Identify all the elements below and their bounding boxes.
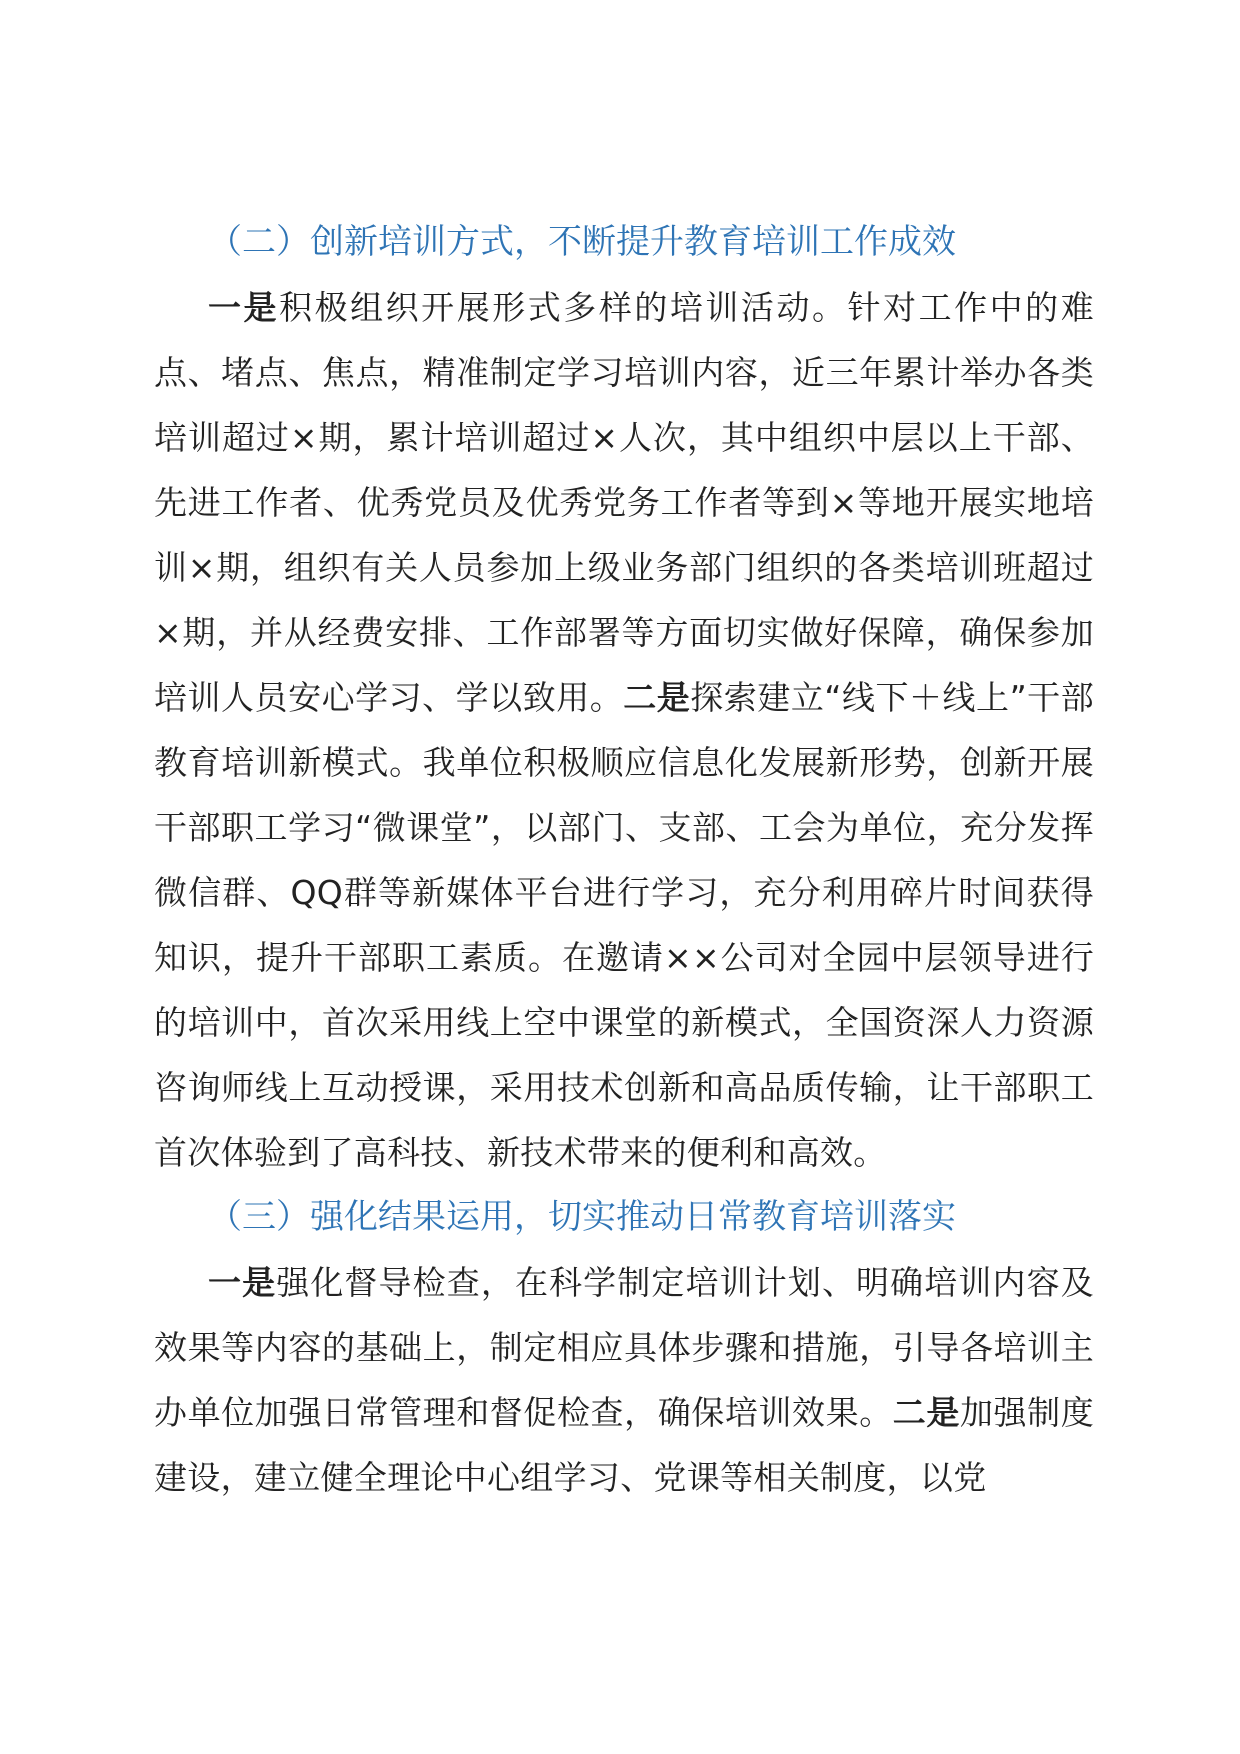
paragraph-text: 积极组织开展形式多样的培训活动。针对工作中的难点、堵点、焦点，精准制定学习培训内容，近三年累计举办各类培训超过×期，累计培训超过×人次，其中组织中层以上干部、先进工作者、优秀党员及优秀党务工作者等到×等地开展实地培训×期，组织有关人员参加上级业务部门组织的各类培训班超过×期，并从经费安排、工作部署等方面切实做好保障，确保参加培训人员安心学习、学以致用。 — [154, 288, 1094, 717]
section-paragraph-3 — [154, 1250, 1094, 1510]
document-body — [154, 210, 1094, 1510]
paragraph-text: 强化督导检查，在科学制定培训计划、明确培训内容及效果等内容的基础上，制定相应具体步骤和措施，引导各培训主办单位加强日常管理和督促检查，确保培训效果。 — [154, 1263, 1094, 1432]
section-paragraph-2 — [154, 275, 1094, 1185]
lead-marker: 二是 — [623, 678, 691, 717]
lead-marker: 一是 — [208, 288, 280, 327]
lead-marker: 二是 — [892, 1393, 960, 1432]
lead-marker: 一是 — [208, 1263, 277, 1302]
paragraph-text: 加强制度建设，建立健全理论中心组学习、党课等相关制度，以党 — [154, 1393, 1094, 1497]
paragraph-text: 探索建立“线下＋线上”干部教育培训新模式。我单位积极顺应信息化发展新形势，创新开展干部职工学习“微课堂”，以部门、支部、工会为单位，充分发挥微信群、QQ群等新媒体平台进行学习，充分利用碎片时间获得知识，提升干部职工素质。在邀请××公司对全园中层领导进行的培训中，首次采用线上空中课堂的新模式，全国资深人力资源咨询师线上互动授课，采用技术创新和高品质传输，让干部职工首次体验到了高科技、新技术带来的便利和高效。 — [154, 678, 1095, 1172]
section-heading-2: （二）创新培训方式，不断提升教育培训工作成效 — [208, 222, 956, 262]
section-heading-3: （三）强化结果运用，切实推动日常教育培训落实 — [208, 1197, 956, 1237]
